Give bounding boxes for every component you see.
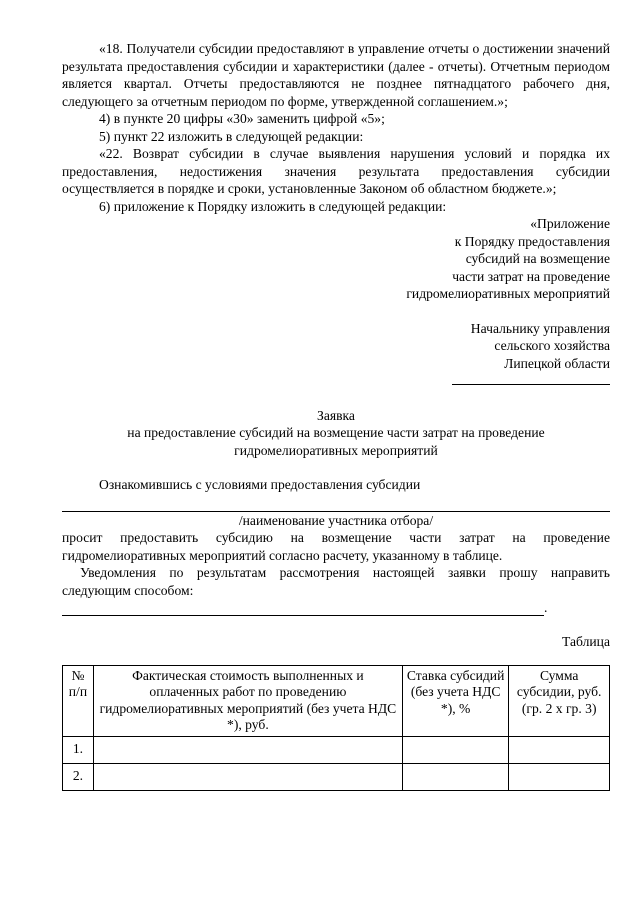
header-subsidy-rate: Ставка субсидий (без учета НДС *), % xyxy=(402,665,508,736)
participant-hint: /наименование участника отбора/ xyxy=(238,512,434,528)
line-end-dot: . xyxy=(544,600,548,615)
addressee-blank-line[interactable] xyxy=(452,372,610,385)
addressee-block xyxy=(62,320,610,390)
cell-actual-cost[interactable] xyxy=(93,763,402,790)
request-text: просит предоставить субсидию на возмещение части затрат на проведение гидромелиоративных мероприятий согласно расчету, указанному в таблице. xyxy=(62,530,610,563)
document-page xyxy=(62,40,610,791)
addressee-line: сельского хозяйства xyxy=(494,338,610,353)
header-subsidy-sum: Сумма субсидии, руб. (гр. 2 х гр. 3) xyxy=(509,665,610,736)
addressee-line: Липецкой области xyxy=(504,355,610,371)
appendix-line: части затрат на проведение xyxy=(452,268,610,284)
notification-method-field[interactable] xyxy=(62,603,544,616)
application-title: Заявка xyxy=(317,407,355,423)
intro-text: Ознакомившись с условиями предоставления субсидии xyxy=(99,477,421,492)
appendix-line: гидромелиоративных мероприятий xyxy=(406,286,610,301)
appendix-header xyxy=(62,215,610,303)
item-4: 4) в пункте 20 цифры «30» заменить цифрой «5»; xyxy=(99,111,385,126)
subsidy-table xyxy=(62,665,610,791)
table-row xyxy=(63,736,610,763)
cell-number: 1. xyxy=(63,736,94,763)
notification-text: Уведомления по результатам рассмотрения настоящей заявки прошу направить следующим способом: xyxy=(62,565,610,598)
participant-name-line[interactable] xyxy=(62,494,610,512)
addressee-line: Начальнику управления xyxy=(470,320,610,336)
appendix-line: к Порядку предоставления xyxy=(454,233,610,249)
cell-subsidy-sum[interactable] xyxy=(509,763,610,790)
cell-subsidy-rate[interactable] xyxy=(402,763,508,790)
application-subtitle: на предоставление субсидий на возмещение части затрат на проведение гидромелиоративных мероприятий xyxy=(127,425,545,458)
cell-number: 2. xyxy=(63,763,94,790)
cell-subsidy-rate[interactable] xyxy=(402,736,508,763)
header-actual-cost: Фактическая стоимость выполненных и оплаченных работ по проведению гидромелиоративных мероприятий (без учета НДС *), руб. xyxy=(93,665,402,736)
table-caption: Таблица xyxy=(562,634,610,649)
application-heading xyxy=(62,407,610,460)
appendix-line: субсидий на возмещение xyxy=(465,251,610,266)
item-6: 6) приложение к Порядку изложить в следующей редакции: xyxy=(99,198,447,214)
cell-subsidy-sum[interactable] xyxy=(509,736,610,763)
notification-method-line xyxy=(62,599,610,616)
paragraph-22: «22. Возврат субсидии в случае выявления нарушения условий и порядка их предоставления, недостижения значения результата предоставления субсидии осуществляется в порядке и сроки, установленные Законом об областном бюджете.»; xyxy=(62,146,610,196)
cell-actual-cost[interactable] xyxy=(93,736,402,763)
header-number: № п/п xyxy=(63,665,94,736)
item-5: 5) пункт 22 изложить в следующей редакции: xyxy=(99,128,364,144)
appendix-line: «Приложение xyxy=(530,216,610,231)
table-row xyxy=(63,763,610,790)
paragraph-18: «18. Получатели субсидии предоставляют в управление отчеты о достижении значений результата предоставления субсидии и характеристики (далее - отчеты). Отчетным периодом является квартал. Отчеты предоставляются не позднее пятнадцатого рабочего дня, следующего за отчетным периодом по форме, утвержденной соглашением.»; xyxy=(62,41,610,109)
table-header-row xyxy=(63,665,610,736)
